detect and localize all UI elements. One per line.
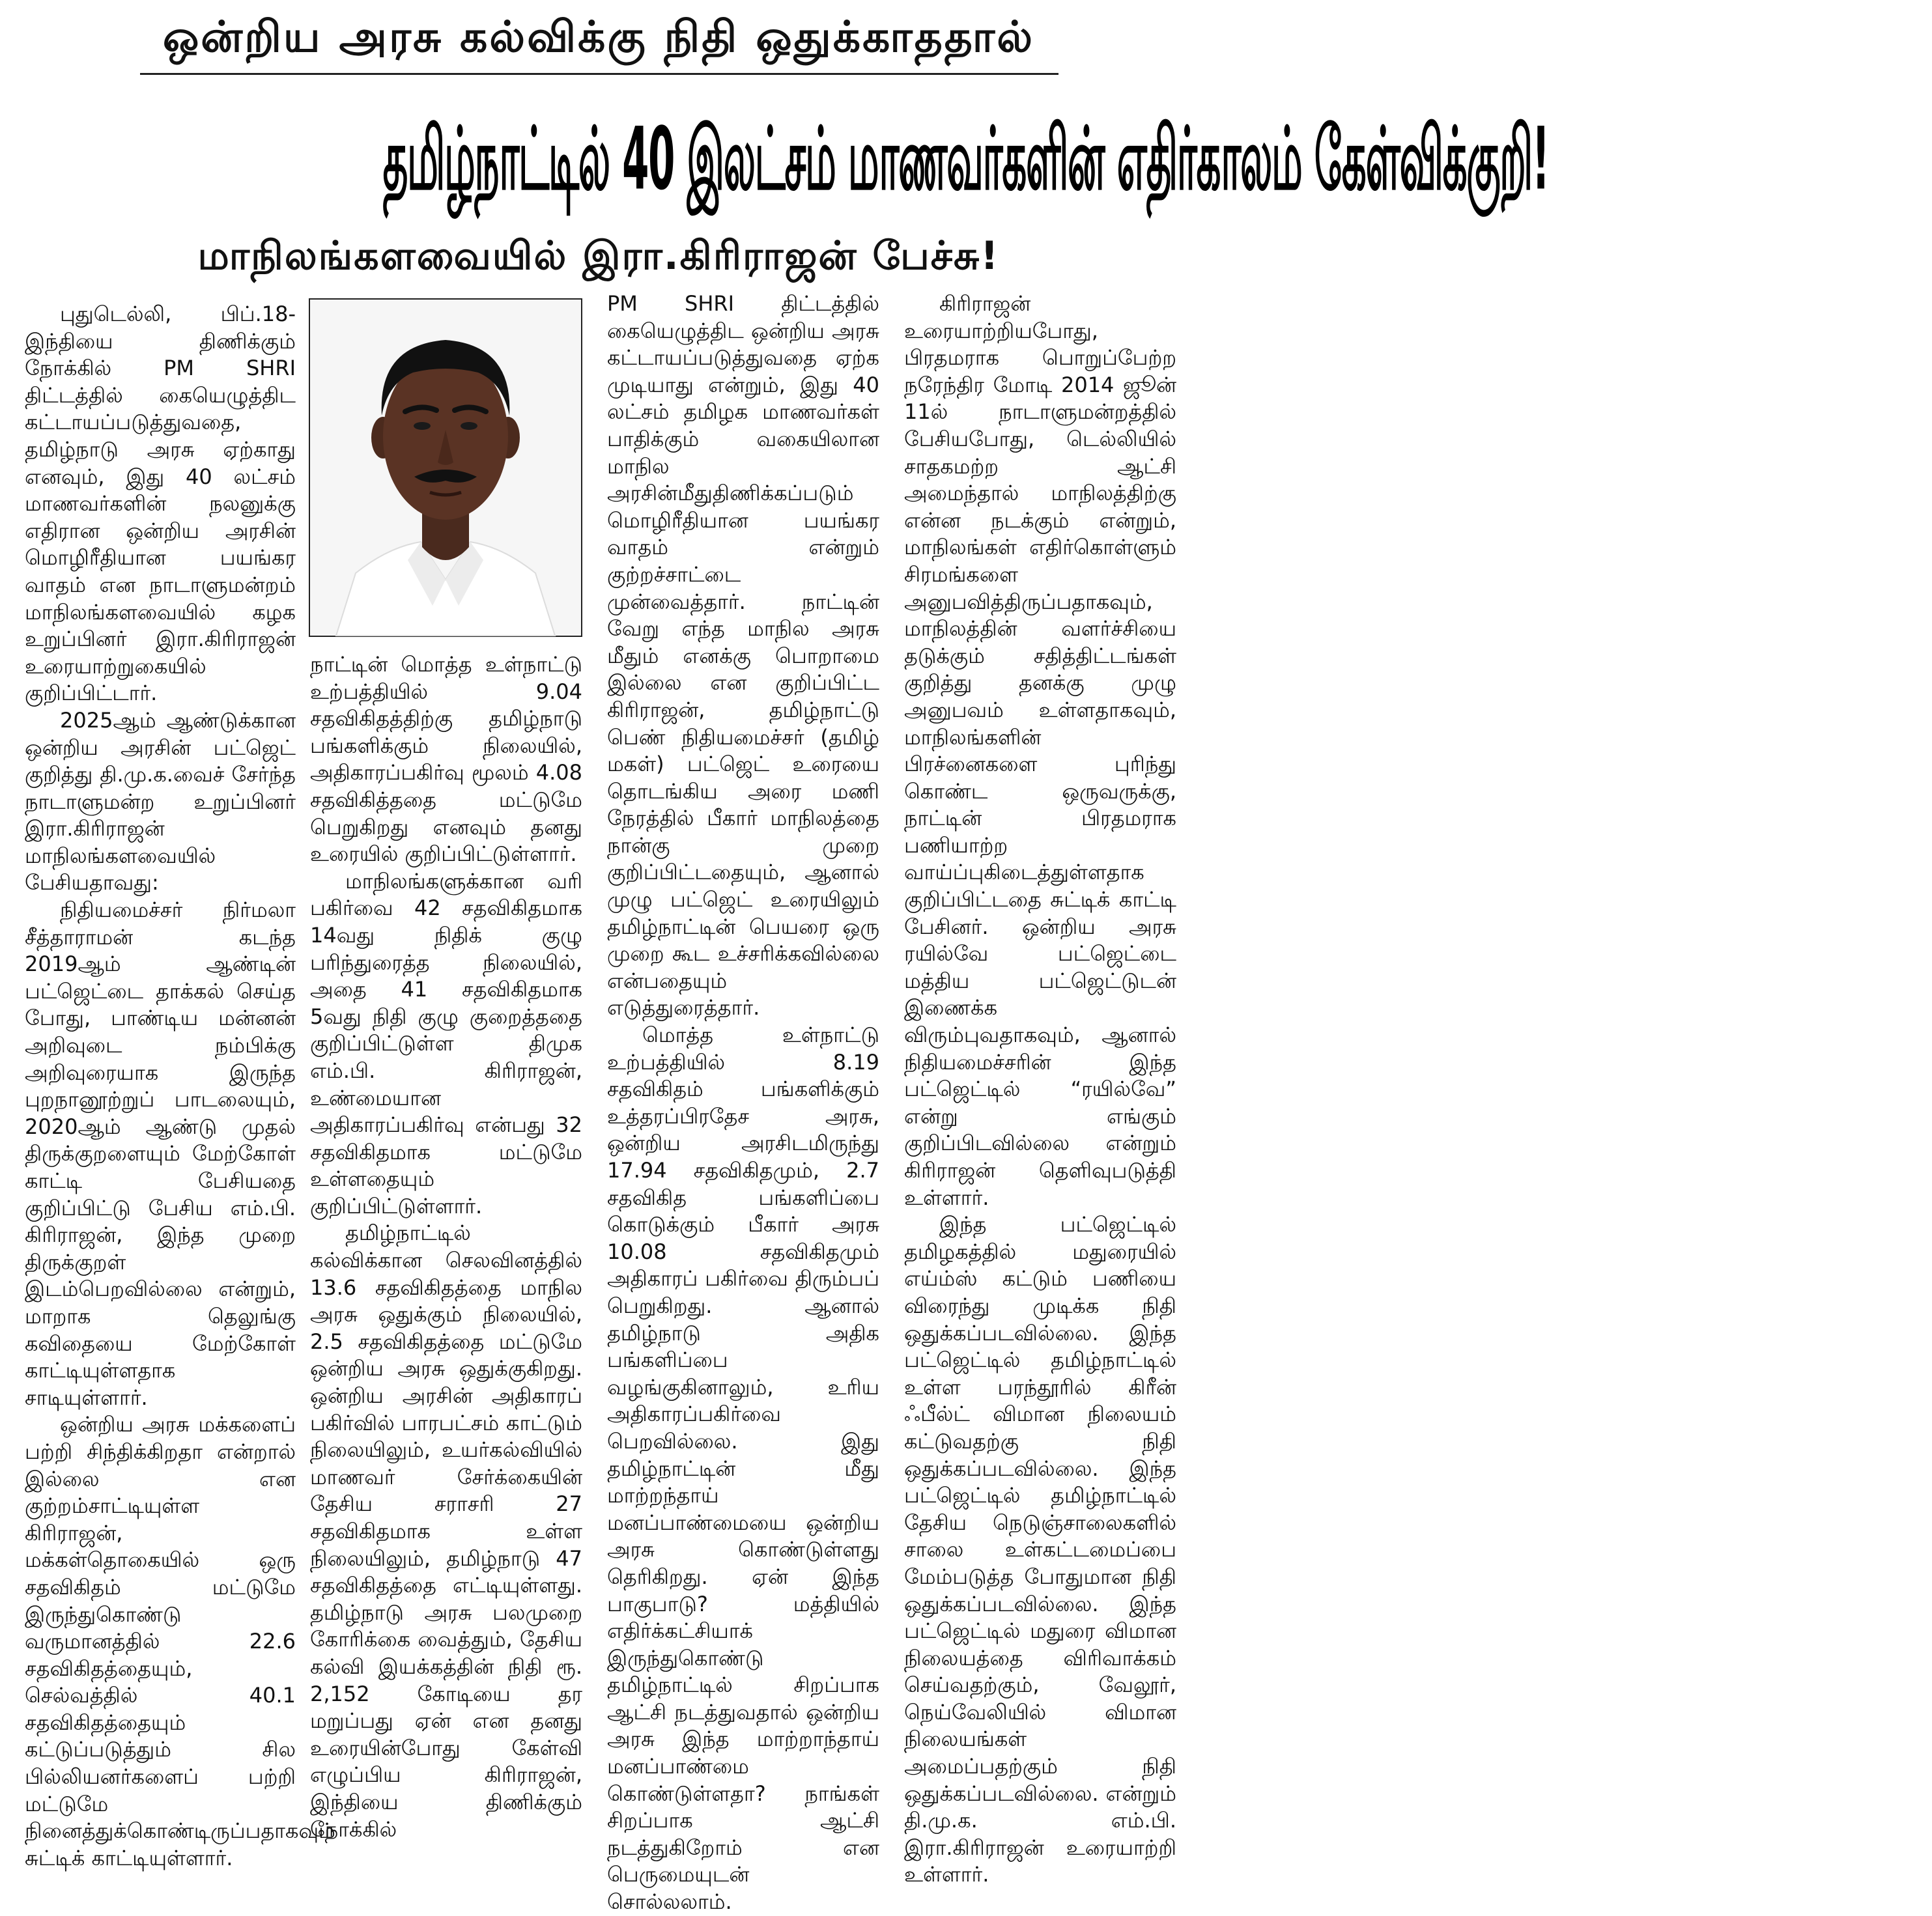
text-column-2 — [310, 651, 582, 1877]
paragraph: தமிழ்நாட்டில் கல்விக்கான செலவினத்தில் 13.6 சதவிகிதத்தை மாநில அரசு ஒதுக்கும் நிலையில், 2.5 சதவிகிதத்தை மட்டுமே ஒன்றிய அரசு ஒதுக்குகிறது. ஒன்றிய அரசின் அதிகாரப் பகிர்வில் பாரபட்சம் காட்டும் நிலையிலும், உயர்கல்வியில் மாணவர் சேர்க்கையின் தேசிய சராசரி 27 சதவிகிதமாக உள்ள நிலையிலும், தமிழ்நாடு 47 சதவிகிதத்தை எட்டியுள்ளது. தமிழ்நாடு அரசு பலமுறை கோரிக்கை வைத்தும், தேசிய கல்வி இயக்கத்தின் நிதி ரூ. 2,152 கோடியை தர மறுப்பது ஏன் என தனது உரையின்போது கேள்வி எழுப்பிய கிரிராஜன், இந்தியை திணிக்கும் நோக்கில் — [310, 1220, 582, 1842]
text-column-3 — [607, 290, 879, 1915]
paragraph: மாநிலங்களுக்கான வரி பகிர்வை 42 சதவிகிதமாக 14வது நிதிக் குழு பரிந்துரைத்த நிலையில், அதை 41 சதவிகிதமாக 5வது நிதி குழு குறைத்ததை குறிப்பிட்டுள்ள திமுக எம்.பி. கிரிராஜன், உண்மையான அதிகாரப்பகிர்வு என்பது 32 சதவிகிதமாக மட்டுமே உள்ளதையும் குறிப்பிட்டுள்ளார். — [310, 868, 582, 1219]
paragraph: 2025ஆம் ஆண்டுக்கான ஒன்றிய அரசின் பட்ஜெட் குறித்து தி.மு.க.வைச் சேர்ந்த நாடாளுமன்ற உறுப்பினர் இரா.கிரிராஜன் மாநிலங்களவையில் பேசியதாவது: — [25, 707, 296, 895]
paragraph: நிதியமைச்சர் நிர்மலா சீத்தாராமன் கடந்த 2019ஆம் ஆண்டின் பட்ஜெட்டை தாக்கல் செய்த போது, பாண்டிய மன்னன் அறிவுடை நம்பிக்கு அறிவுரையாக இருந்த புறநானூற்றுப் பாடலையும், 2020ஆம் ஆண்டு முதல் திருக்குறளையும் மேற்கோள் காட்டி பேசியதை குறிப்பிட்டு பேசிய எம்.பி. கிரிராஜன், இந்த முறை திருக்குறள் இடம்பெறவில்லை என்றும், மாறாக தெலுங்கு கவிதையை மேற்கோள் காட்டியுள்ளதாக சாடியுள்ளார். — [25, 897, 296, 1410]
portrait-photo — [309, 298, 582, 637]
kicker-rule — [140, 73, 1058, 75]
portrait-illustration — [310, 300, 581, 636]
paragraph: PM SHRI திட்டத்தில் கையெழுத்திட ஒன்றிய அரசு கட்டாயப்படுத்துவதை ஏற்க முடியாது என்றும், இது 40 லட்சம் தமிழக மாணவர்கள் பாதிக்கும் வகையிலான மாநில அரசின்மீதுதிணிக்கப்படும் மொழிரீதியான பயங்கர வாதம் என்றும் குற்றச்சாட்டை முன்வைத்தார். நாட்டின் வேறு எந்த மாநில அரசு மீதும் எனக்கு பொறாமை இல்லை என குறிப்பிட்ட கிரிராஜன், தமிழ்நாட்டு பெண் நிதியமைச்சர் (தமிழ் மகள்) பட்ஜெட் உரையை தொடங்கிய அரை மணி நேரத்தில் பீகார் மாநிலத்தை நான்கு முறை குறிப்பிட்டதையும், ஆனால் முழு பட்ஜெட் உரையிலும் தமிழ்நாட்டின் பெயரை ஒரு முறை கூட உச்சரிக்கவில்லை என்பதையும் எடுத்துரைத்தார். — [607, 291, 879, 1021]
article-subhead: மாநிலங்களவையில் இரா.கிரிராஜன் பேச்சு! — [197, 233, 1000, 279]
paragraph: ஒன்றிய அரசு மக்களைப் பற்றி சிந்திக்கிறதா என்றால் இல்லை என குற்றம்சாட்டியுள்ள கிரிராஜன், மக்கள்தொகையில் ஒரு சதவிகிதம் மட்டுமே இருந்துகொண்டு வருமானத்தில் 22.6 சதவிகிதத்தையும், செல்வத்தில் 40.1 சதவிகிதத்தையும் கட்டுப்படுத்தும் சில பில்லியனர்களைப் பற்றி மட்டுமே நினைத்துக்கொண்டிருப்பதாகவும் சுட்டிக் காட்டியுள்ளார். — [25, 1412, 335, 1870]
article-kicker: ஒன்றிய அரசு கல்விக்கு நிதி ஒதுக்காததால் — [162, 12, 1035, 62]
paragraph: மொத்த உள்நாட்டு உற்பத்தியில் 8.19 சதவிகிதம் பங்களிக்கும் உத்தரப்பிரதேச அரசு, ஒன்றிய அரசிடமிருந்து 17.94 சதவிகிதமும், 2.7 சதவிகித பங்களிப்பை கொடுக்கும் பீகார் அரசு 10.08 சதவிகிதமும் அதிகாரப் பகிர்வை திரும்பப் பெறுகிறது. ஆனால் தமிழ்நாடு அதிக பங்களிப்பை வழங்குகினாலும், உரிய அதிகாரப்பகிர்வை பெறவில்லை. இது தமிழ்நாட்டின் மீது மாற்றந்தாய் மனப்பாண்மையை ஒன்றிய அரசு கொண்டுள்ளது தெரிகிறது. ஏன் இந்த பாகுபாடு? மத்தியில் எதிர்க்கட்சியாக் இருந்துகொண்டு தமிழ்நாட்டில் சிறப்பாக ஆட்சி நடத்துவதால் ஒன்றிய அரசு இந்த மாற்றாந்தாய் மனப்பாண்மை கொண்டுள்ளதா? நாங்கள் சிறப்பாக ஆட்சி நடத்துகிறோம் என பெருமையுடன் சொல்லலாம். — [607, 1022, 879, 1915]
paragraph: நாட்டின் மொத்த உள்நாட்டு உற்பத்தியில் 9.04 சதவிகிதத்திற்கு தமிழ்நாடு பங்களிக்கும் நிலையில், அதிகாரப்பகிர்வு மூலம் 4.08 சதவிகித்ததை மட்டுமே பெறுகிறது எனவும் தனது உரையில் குறிப்பிட்டுள்ளார். — [310, 652, 582, 867]
article-headline: தமிழ்நாட்டில் 40 இலட்சம் மாணவர்களின் எதிர்காலம் கேள்விக்குறி! — [382, 109, 1549, 210]
paragraph: இந்த பட்ஜெட்டில் தமிழகத்தில் மதுரையில் எய்ம்ஸ் கட்டும் பணியை விரைந்து முடிக்க நிதி ஒதுக்கப்படவில்லை. இந்த பட்ஜெட்டில் தமிழ்நாட்டில் உள்ள பரந்தூரில் கிரீன் ஃபீல்ட் விமான நிலையம் கட்டுவதற்கு நிதி ஒதுக்கப்படவில்லை. இந்த பட்ஜெட்டில் தமிழ்நாட்டில் தேசிய நெடுஞ்சாலைகளில் சாலை உள்கட்டமைப்பை மேம்படுத்த போதுமான நிதி ஒதுக்கப்படவில்லை. இந்த பட்ஜெட்டில் மதுரை விமான நிலையத்தை விரிவாக்கம் செய்வதற்கும், வேலூர், நெய்வேலியில் விமான நிலையங்கள் அமைப்பதற்கும் நிதி ஒதுக்கப்படவில்லை. என்றும் தி.மு.க. எம்.பி. இரா.கிரிராஜன் உரையாற்றி உள்ளார். — [904, 1212, 1176, 1887]
paragraph: புதுடெல்லி, பிப்.18- இந்தியை திணிக்கும் நோக்கில் PM SHRI திட்டத்தில் கையெழுத்திட கட்டாயப்படுத்துவதை, தமிழ்நாடு அரசு ஏற்காது எனவும், இது 40 லட்சம் மாணவர்களின் நலனுக்கு எதிரான ஒன்றிய அரசின் மொழிரீதியான பயங்கர வாதம் என நாடாளுமன்றம் மாநிலங்களவையில் கழக உறுப்பினர் இரா.கிரிராஜன் உரையாற்றுகையில் குறிப்பிட்டார். — [25, 302, 296, 706]
text-column-1 — [25, 301, 335, 1877]
text-column-4 — [904, 290, 1176, 1887]
paragraph: கிரிராஜன் உரையாற்றியபோது, பிரதமராக பொறுப்பேற்ற நரேந்திர மோடி 2014 ஜூன் 11ல் நாடாளுமன்றத்தில் பேசியபோது, டெல்லியில் சாதகமற்ற ஆட்சி அமைந்தால் மாநிலத்திற்கு என்ன நடக்கும் என்றும், மாநிலங்கள் எதிர்கொள்ளும் சிரமங்களை அனுபவித்திருப்பதாகவும், மாநிலத்தின் வளர்ச்சியை தடுக்கும் சதித்திட்டங்கள் குறித்து தனக்கு முழு அனுபவம் உள்ளதாகவும், மாநிலங்களின் பிரச்னைகளை புரிந்து கொண்ட ஒருவருக்கு, நாட்டின் பிரதமராக பணியாற்ற வாய்ப்புகிடைத்துள்ளதாக குறிப்பிட்டதை சுட்டிக் காட்டி பேசினர். ஒன்றிய அரசு ரயில்வே பட்ஜெட்டை மத்திய பட்ஜெட்டுடன் இணைக்க விரும்புவதாகவும், ஆனால் நிதியமைச்சரின் இந்த பட்ஜெட்டில் “ரயில்வே” என்று எங்கும் குறிப்பிடவில்லை என்றும் கிரிராஜன் தெளிவுபடுத்தி உள்ளார். — [904, 291, 1176, 1210]
